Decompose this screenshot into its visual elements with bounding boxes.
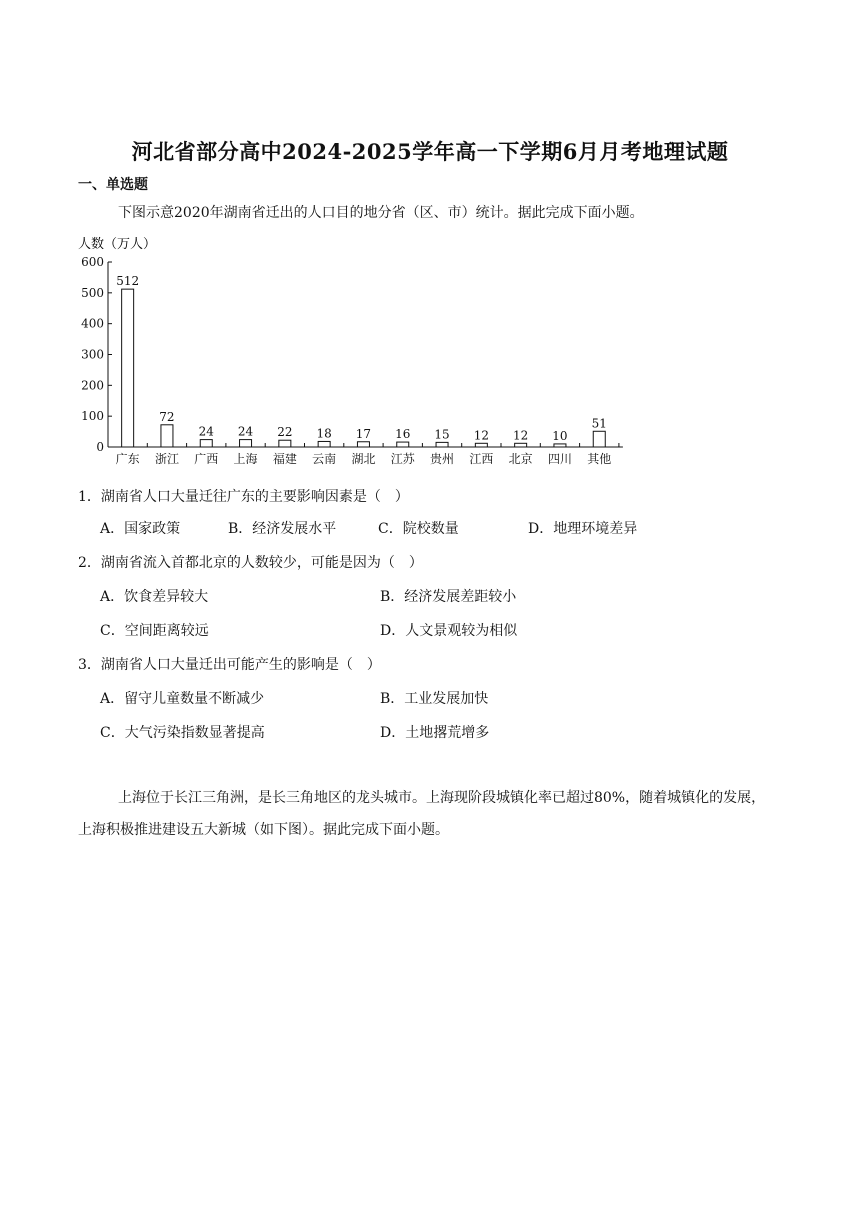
bar-value-label: 16: [395, 427, 411, 442]
bar-value-label: 12: [473, 428, 489, 443]
y-tick-label: 200: [81, 378, 104, 393]
bar: [515, 443, 527, 447]
y-tick-label: 400: [81, 316, 104, 331]
category-label: 北京: [508, 452, 533, 466]
bar: [593, 431, 605, 447]
question-1-option-d[interactable]: D．地理环境差异: [528, 521, 638, 537]
question-2-option-c[interactable]: C．空间距离较远: [100, 623, 209, 639]
bar-value-label: 15: [434, 427, 450, 442]
question-1-stem: 1．湖南省人口大量迁往广东的主要影响因素是（ ）: [78, 489, 409, 505]
question-2-option-a[interactable]: A．饮食差异较大: [100, 589, 209, 605]
category-label: 贵州: [430, 452, 455, 466]
question-3-stem: 3．湖南省人口大量迁出可能产生的影响是（ ）: [78, 657, 381, 673]
document-title: 河北省部分高中2024-2025学年高一下学期6月月考地理试题: [131, 139, 729, 164]
bar-value-label: 22: [277, 425, 293, 440]
y-tick-label: 500: [81, 285, 104, 300]
question-2-option-b[interactable]: B．经济发展差距较小: [380, 589, 517, 605]
migration-bar-chart: [70, 232, 630, 472]
y-tick-label: 100: [81, 409, 104, 424]
question-3-option-c[interactable]: C．大气污染指数显著提高: [100, 725, 265, 741]
bar: [122, 289, 134, 447]
question-1-option-b[interactable]: B．经济发展水平: [228, 521, 337, 537]
bar: [279, 440, 291, 447]
y-axis-label: 人数（万人）: [78, 237, 157, 252]
bar-value-label: 12: [513, 428, 529, 443]
bar-value-label: 24: [237, 424, 254, 439]
question-2-option-d[interactable]: D．人文景观较为相似: [380, 623, 518, 639]
bar: [475, 443, 487, 447]
bar: [357, 442, 369, 447]
bar: [397, 442, 409, 447]
category-label: 浙江: [154, 452, 179, 466]
category-label: 江西: [469, 452, 494, 466]
bar-value-label: 51: [591, 416, 607, 431]
y-tick-label: 600: [81, 255, 104, 269]
question-3-option-a[interactable]: A．留守儿童数量不断减少: [100, 691, 265, 707]
bar: [436, 442, 448, 447]
question-1-option-a[interactable]: A．国家政策: [100, 521, 181, 537]
bar-value-label: 18: [316, 426, 332, 441]
category-label: 四川: [547, 452, 572, 466]
y-tick-label: 300: [81, 347, 104, 362]
category-label: 广东: [115, 452, 140, 466]
chart-layer: [81, 255, 623, 466]
question-1-option-c[interactable]: C．院校数量: [378, 521, 459, 537]
bar: [318, 441, 330, 447]
category-label: 福建: [272, 452, 297, 466]
shanghai-paragraph: 上海位于长江三角洲，是长三角地区的龙头城市。上海现阶段城镇化率已超过80%，随着城镇化的发展，上海积极推进建设五大新城（如下图）。据此完成下面小题。: [78, 790, 766, 838]
bar-value-label: 17: [355, 426, 372, 441]
category-label: 湖北: [351, 452, 376, 466]
bar: [240, 440, 252, 447]
category-label: 广西: [194, 452, 219, 466]
section-heading: 一、单选题: [78, 177, 148, 193]
category-label: 其他: [587, 452, 612, 466]
question-intro: 下图示意2020年湖南省迁出的人口目的地分省（区、市）统计。据此完成下面小题。: [118, 205, 644, 221]
bar-value-label: 10: [552, 428, 568, 443]
category-label: 江苏: [390, 452, 415, 466]
bar-value-label: 72: [159, 409, 175, 424]
question-3-option-d[interactable]: D．土地撂荒增多: [380, 725, 490, 741]
question-2-stem: 2．湖南省流入首都北京的人数较少，可能是因为（ ）: [78, 555, 423, 571]
question-3-option-b[interactable]: B．工业发展加快: [380, 691, 489, 707]
category-label: 云南: [312, 452, 337, 466]
bar-value-label: 24: [198, 424, 214, 439]
bar-value-label: 512: [116, 274, 140, 289]
bar: [161, 425, 173, 447]
y-tick-label: 0: [96, 440, 104, 454]
bar: [200, 440, 212, 447]
bar: [554, 444, 566, 447]
category-label: 上海: [233, 452, 258, 466]
